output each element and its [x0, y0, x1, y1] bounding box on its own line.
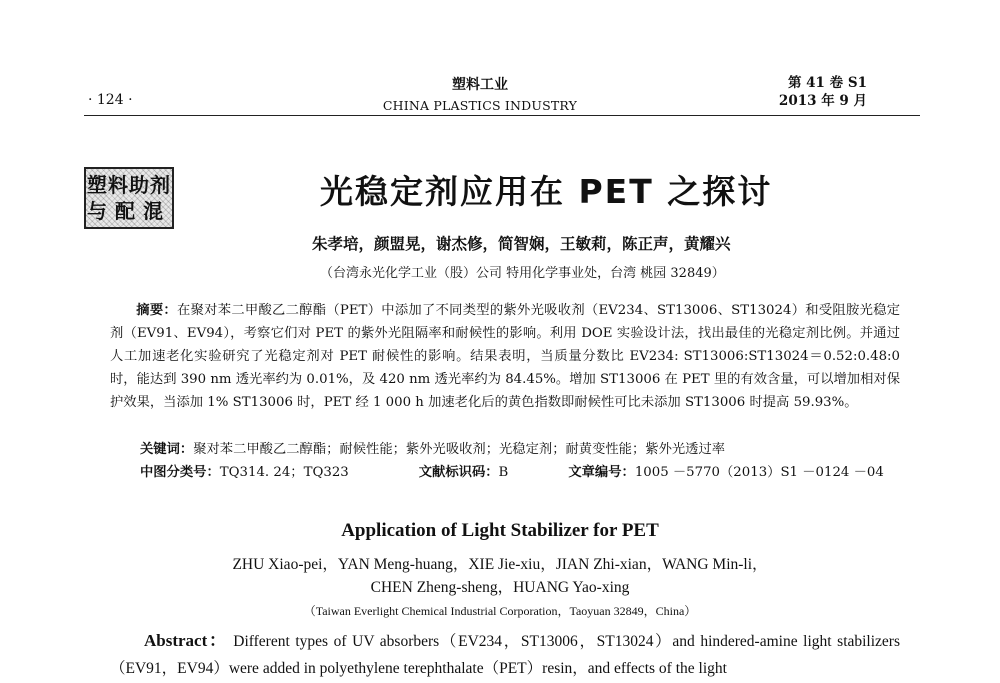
- keywords-text-cn: 聚对苯二甲酸乙二醇酯；耐候性能；紫外光吸收剂；光稳定剂；耐黄变性能；紫外光透过率: [193, 442, 726, 457]
- publication-date: 2013 年 9 月: [778, 93, 867, 109]
- issue-info: [779, 74, 867, 110]
- authors-en-line2: CHEN Zheng-sheng，HUANG Yao-xing: [370, 579, 630, 596]
- abstract-en: [110, 627, 900, 682]
- authors-en: [0, 553, 1000, 599]
- journal-header: [360, 74, 600, 113]
- column-badge-line1: 塑料助剂: [87, 173, 171, 197]
- abstract-label-en: Abstract：: [144, 631, 228, 650]
- abstract-text-en: Different types of UV absorbers（EV234，ST13006，ST13024）and hindered-amine light stabilizers（EV91，EV94）were added in polyethylene terephthalate（PET）resin，and effects of the light: [110, 633, 900, 677]
- keywords-cn: [140, 438, 725, 457]
- column-badge-line2: 与配混: [87, 199, 171, 223]
- journal-name-cn: 塑料工业: [452, 77, 508, 93]
- doc-code-value: B: [498, 465, 509, 480]
- journal-name-en: CHINA PLASTICS INDUSTRY: [382, 98, 578, 113]
- article-title-cn: 光稳定剂应用在 PET 之探讨: [320, 172, 773, 211]
- doc-code-label: 文献标识码：: [418, 465, 499, 480]
- affiliation-en: （Taiwan Everlight Chemical Industrial Corporation，Taoyuan 32849，China）: [303, 604, 697, 618]
- article-no-value: 1005 －5770（2013）S1 －0124 －04: [634, 465, 884, 480]
- authors-cn: 朱孝培，颜盟晃，谢杰修，简智娴，王敏莉，陈正声，黄耀兴: [312, 235, 731, 253]
- clc-label: 中图分类号：: [140, 465, 220, 480]
- affiliation-cn: （台湾永光化学工业（股）公司 特用化学事业处，台湾 桃园 32849）: [320, 266, 725, 281]
- column-badge: [84, 167, 174, 229]
- clc-value: TQ314. 24；TQ323: [219, 465, 349, 480]
- volume-issue: 第 41 卷 S1: [787, 75, 867, 91]
- classification-line: [140, 461, 884, 480]
- abstract-cn: [110, 299, 900, 414]
- authors-en-line1: ZHU Xiao-pei，YAN Meng-huang，XIE Jie-xiu，JIAN Zhi-xian，WANG Min-li，: [232, 556, 768, 573]
- page-number: · 124 ·: [88, 92, 133, 108]
- keywords-label-cn: 关键词：: [140, 442, 194, 457]
- abstract-label-cn: 摘要：: [136, 303, 178, 318]
- article-title-en: Application of Light Stabilizer for PET: [341, 520, 659, 541]
- article-no-label: 文章编号：: [568, 465, 635, 480]
- abstract-text-cn: 在聚对苯二甲酸乙二醇酯（PET）中添加了不同类型的紫外光吸收剂（EV234、ST13006、ST13024）和受阻胺光稳定剂（EV91、EV94），考察它们对 PET 的紫外光阻隔率和耐候性的影响。利用 DOE 实验设计法，找出最佳的光稳定剂比例。并通过人工加速老化实验研究了光稳定剂对 PET 耐候性的影响。结果表明，当质量分数比 EV234: ST13006:ST13024＝0.52:0.48:0 时，能达到 390 nm 透光率约为 0.01%，及 420 nm 透光率约为 84.45%。增加 ST13006 在 PET 里的有效含量，可以增加相对保护效果，当添加 1% ST13006 时，PET 经 1 000 h 加速老化后的黄色指数即耐候性可比未添加 ST13006 时提高 59.93%。: [110, 303, 901, 410]
- header-rule: [84, 115, 920, 116]
